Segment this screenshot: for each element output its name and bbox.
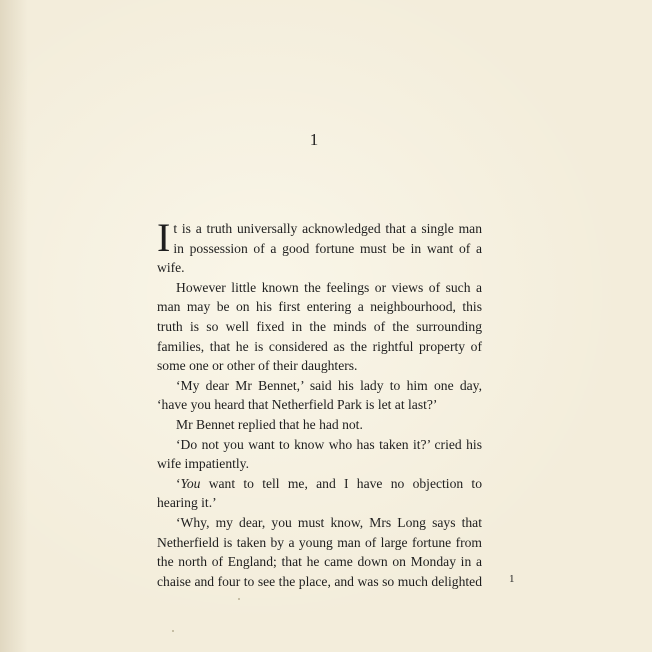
page-gutter-shadow: [0, 0, 28, 652]
page-folio: 1: [509, 573, 515, 585]
text-line: ‘Do not you want to know who has taken it?’ cried his: [176, 436, 482, 452]
text-line: However little known the feelings or views of such a: [176, 279, 482, 295]
text-line: ‘My dear Mr Bennet,’ said his lady to him one day,: [176, 377, 482, 393]
chapter-text: [157, 215, 482, 591]
text-line: chaise and four to see the place, and was so much delighted: [157, 573, 482, 589]
text-line: some one or other of their daughters.: [157, 358, 358, 374]
text-line: wife impatiently.: [157, 456, 249, 472]
text-line: hearing it.’: [157, 495, 217, 511]
text-line: ‘Why, my dear, you must know, Mrs Long says that: [176, 514, 482, 530]
text-line: ‘have you heard that Netherfield Park is let at last?’: [157, 397, 438, 413]
text-line: man may be on his first entering a neighbourhood, this: [157, 299, 482, 315]
text-segment: want to tell me, and I have no objection to: [200, 475, 482, 491]
paragraph: [157, 435, 482, 474]
drop-cap: I: [157, 215, 171, 260]
emphasis-text: You: [180, 475, 201, 491]
text-line: truth is so well fixed in the minds of the surrounding: [157, 318, 482, 334]
open-quote: ‘: [176, 475, 181, 491]
text-line: families, that he is considered as the rightful property of: [157, 338, 482, 354]
text-line: t is a truth universally acknowledged that a single man: [173, 221, 482, 236]
text-line: in possession of a good fortune must be in want of a: [173, 240, 482, 256]
paragraph: [157, 513, 482, 591]
opening-paragraph: [157, 215, 482, 278]
paragraph: [157, 376, 482, 415]
chapter-number: 1: [309, 130, 319, 149]
paper-speck: [172, 630, 174, 632]
text-line: Mr Bennet replied that he had not.: [176, 416, 363, 432]
text-line: Netherfield is taken by a young man of large fortune from: [157, 534, 482, 550]
text-line: wife.: [157, 260, 185, 276]
text-line: [157, 474, 482, 494]
text-line: the north of England; that he came down on Monday in a: [157, 554, 482, 570]
paper-speck: [238, 598, 240, 600]
paragraph: [157, 474, 482, 513]
paragraph: [157, 415, 482, 435]
paragraph: [157, 278, 482, 376]
